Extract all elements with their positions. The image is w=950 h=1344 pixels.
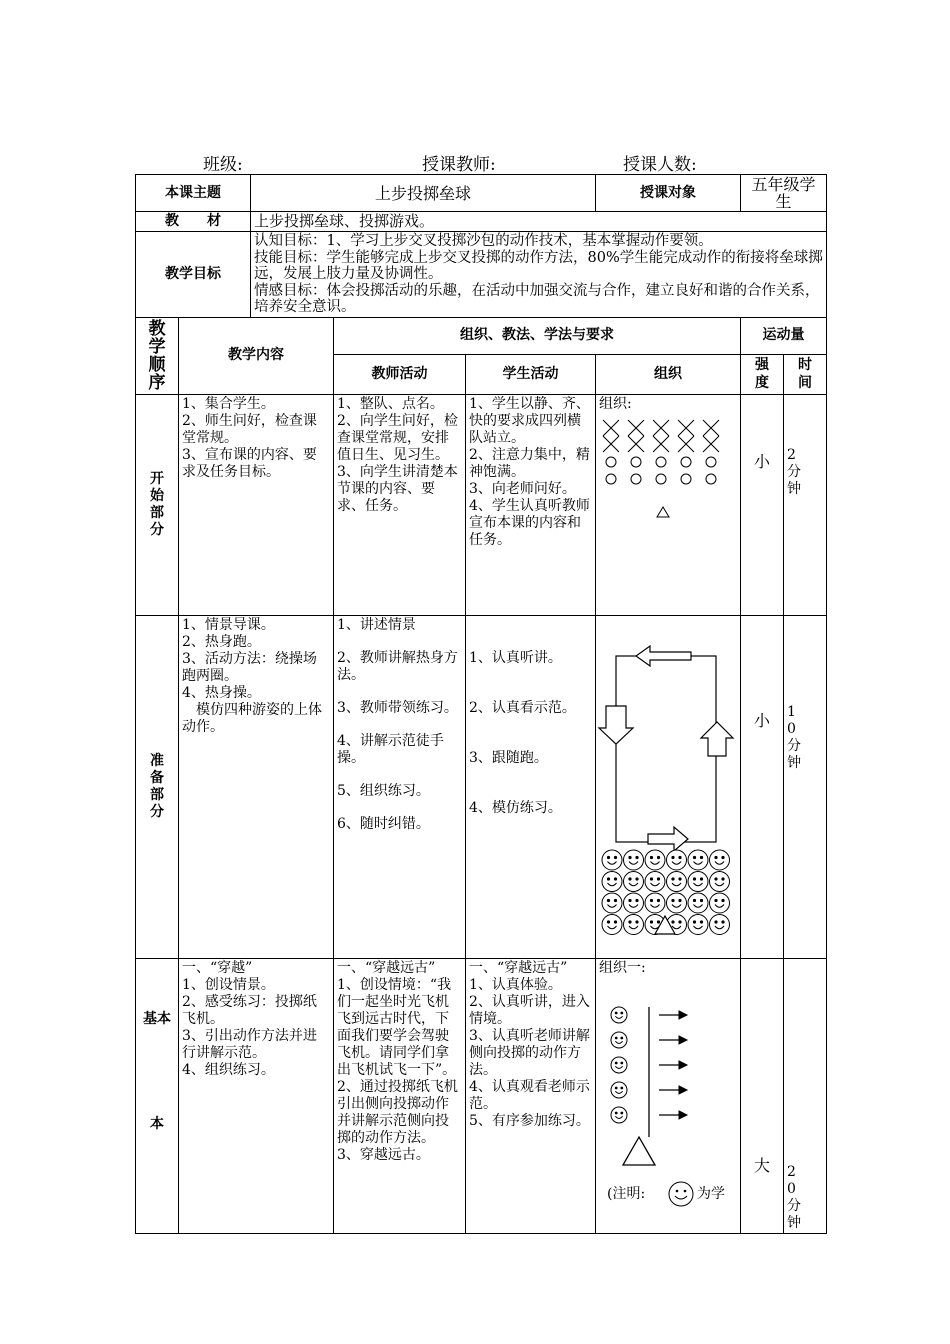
prep-time: 10分钟 [784, 615, 827, 958]
smiley-icon [710, 871, 730, 891]
throw-direction-arrow-icon [659, 1011, 687, 1019]
class-label: 班级: [203, 155, 243, 175]
smiley-icon [710, 914, 730, 934]
prep-content [179, 615, 334, 958]
smiley-icon [611, 1032, 627, 1048]
prep-teacher [334, 615, 466, 958]
smiley-icon [688, 893, 708, 913]
content-item: 1、创设情景。 [182, 976, 275, 993]
smiley-icon [611, 1107, 627, 1123]
teacher-item: 6、随时纠错。 [337, 815, 430, 832]
teacher-item: 1、整队、点名。 [337, 395, 444, 412]
teacher-item: 3、穿越远古。 [337, 1146, 430, 1163]
legend-prefix: (注明: [607, 1185, 646, 1202]
student-item: 4、学生认真听教师宣布本课的内容和任务。 [469, 497, 590, 548]
org-methods-header: 组织、教法、学法与要求 [334, 317, 741, 354]
section-name-part-2: 本 [150, 1115, 164, 1132]
student-item: 4、认真观看老师示范。 [469, 1078, 590, 1112]
main-intensity: 大 [741, 958, 784, 1233]
smiley-icon [624, 893, 644, 913]
teacher-triangle-icon [623, 1137, 655, 1165]
time-header: 时间 [784, 354, 827, 394]
smiley-icon [624, 871, 644, 891]
topic-value: 上步投掷垒球 [251, 175, 596, 212]
teacher-item: 2、通过投掷纸飞机引出侧向投掷动作并讲解示范侧向投掷的动作方法。 [337, 1078, 458, 1146]
arrow-right-icon [648, 827, 688, 851]
arrow-up-icon [701, 722, 733, 756]
student-item: 1、认真听讲。 [469, 649, 562, 666]
student-item: 4、模仿练习。 [469, 799, 562, 816]
running-track-diagram [596, 616, 741, 953]
smiley-icon [611, 1057, 627, 1073]
teacher-triangle-icon [657, 507, 669, 517]
prep-intensity: 小 [741, 615, 784, 958]
smiley-icon [602, 871, 622, 891]
start-student [466, 394, 596, 615]
main-content [179, 958, 334, 1233]
cross-row-2 [603, 436, 719, 452]
material-label: 教 材 [136, 212, 251, 232]
legend-note [599, 1180, 737, 1208]
content-item: 2、热身跑。 [182, 633, 261, 650]
content-item: 1、情景导课。 [182, 616, 275, 633]
start-teacher [334, 394, 466, 615]
topic-label: 本课主题 [136, 175, 251, 212]
student-item: 5、有序参加练习。 [469, 1112, 590, 1129]
teacher-item: 3、向学生讲清楚本节课的内容、要求、任务。 [337, 463, 458, 514]
content-item: 2、师生问好，检查课堂常规。 [182, 412, 317, 446]
goal-skill: 技能目标：学生能够完成上步交叉投掷的动作方法，80%学生能完成动作的衔接将垒球掷远，发展上肢力量及协调性。 [254, 249, 823, 282]
throw-direction-arrow-icon [659, 1061, 687, 1069]
intensity-header: 强度 [741, 354, 784, 394]
student-item: 1、学生以静、齐、快的要求成四列横队站立。 [469, 395, 590, 446]
goals-cell [251, 232, 827, 318]
content-item: 1、集合学生。 [182, 395, 275, 412]
throw-direction-arrow-icon [659, 1036, 687, 1044]
content-item: 2、感受练习：投掷纸飞机。 [182, 993, 317, 1027]
audience-value: 五年级学生 [741, 175, 827, 212]
student-smiley-icon [667, 1180, 697, 1208]
smiley-icon [645, 871, 665, 891]
legend-suffix: 为学 [697, 1185, 726, 1202]
smiley-icon [611, 1082, 627, 1098]
section-name-part-1: 基本 [143, 1010, 171, 1027]
start-time: 2分钟 [784, 394, 827, 615]
main-teacher [334, 958, 466, 1233]
smiley-icon [667, 893, 687, 913]
smiley-icon [688, 850, 708, 870]
student-item: 1、认真体验。 [469, 976, 562, 993]
goal-cognitive: 认知目标：1、学习上步交叉投掷沙包的动作技术，基本掌握动作要领。 [254, 233, 713, 249]
cross-row-1 [603, 420, 719, 436]
throw-direction-arrow-icon [659, 1086, 687, 1094]
content-item: 3、活动方法：绕操场跑两圈。 [182, 650, 317, 684]
teacher-item: 2、教师讲解热身方法。 [337, 649, 458, 683]
teacher-item: 一、“穿越远古” [337, 959, 436, 976]
smiley-icon [602, 850, 622, 870]
throwing-formation-diagram [599, 977, 737, 1177]
goal-emotion: 情感目标：体会投掷活动的乐趣，在活动中加强交流与合作，建立良好和谐的合作关系，培养安全意识。 [254, 282, 820, 315]
teacher-item: 1、创设情境：“我们一起坐时光飞机飞到远古时代，下面我们要学会驾驶飞机。请同学们拿出飞机试飞一下”。 [337, 976, 457, 1078]
smiley-icon [667, 850, 687, 870]
teacher-item: 5、组织练习。 [337, 782, 430, 799]
teacher-activity-header: 教师活动 [334, 354, 466, 394]
goals-label: 教学目标 [136, 232, 251, 318]
main-student [466, 958, 596, 1233]
student-item: 3、跟随跑。 [469, 749, 548, 766]
arrow-left-icon [636, 646, 691, 666]
smiley-icon [624, 914, 644, 934]
smiley-icon [602, 914, 622, 934]
section-name-start: 开始部分 [136, 394, 179, 615]
prep-student [466, 615, 596, 958]
track-loop [616, 656, 716, 842]
load-header: 运动量 [741, 317, 827, 354]
smiley-icon [688, 914, 708, 934]
student-item: 3、向老师问好。 [469, 480, 576, 497]
smiley-icon [645, 850, 665, 870]
main-time: 20分钟 [784, 958, 827, 1233]
smiley-icon [710, 893, 730, 913]
student-item: 2、认真看示范。 [469, 699, 576, 716]
material-value: 上步投掷垒球、投掷游戏。 [251, 212, 827, 232]
teacher-item: 3、教师带领练习。 [337, 699, 458, 716]
order-header: 教学顺序 [136, 317, 179, 394]
content-header: 教学内容 [179, 317, 334, 394]
student-item: 一、“穿越远古” [469, 959, 568, 976]
prep-organization [596, 615, 741, 958]
org-label: 组织一: [599, 959, 646, 976]
content-item: 一、“穿越” [182, 959, 253, 976]
section-name-main [136, 958, 179, 1233]
content-item: 4、热身操。 [182, 684, 261, 701]
student-activity-header: 学生活动 [466, 354, 596, 394]
content-item: 3、宣布课的内容、要求及任务目标。 [182, 446, 317, 480]
smiley-icon [667, 871, 687, 891]
organization-header: 组织 [596, 354, 741, 394]
lesson-plan-table [135, 174, 827, 1234]
student-item: 2、注意力集中，精神饱满。 [469, 446, 590, 480]
start-content [179, 394, 334, 615]
start-intensity: 小 [741, 394, 784, 615]
teacher-item: 4、讲解示范徒手操。 [337, 732, 444, 766]
smiley-icon [624, 850, 644, 870]
smiley-icon [688, 871, 708, 891]
student-count-label: 授课人数: [623, 155, 697, 175]
student-item: 3、认真听老师讲解侧向投掷的动作方法。 [469, 1027, 590, 1078]
section-name-prep: 准备部分 [136, 615, 179, 958]
throw-direction-arrow-icon [659, 1111, 687, 1119]
smiley-icon [611, 1007, 627, 1023]
arrow-down-icon [599, 706, 633, 744]
main-organization [596, 958, 741, 1233]
audience-label: 授课对象 [596, 175, 741, 212]
smiley-icon [602, 893, 622, 913]
content-item: 3、引出动作方法并进行讲解示范。 [182, 1027, 317, 1061]
smiley-icon [645, 893, 665, 913]
content-item: 模仿四种游姿的上体动作。 [182, 701, 322, 735]
teacher-label: 授课教师: [422, 155, 496, 175]
teacher-item: 1、讲述情景 [337, 616, 416, 633]
org-label: 组织: [599, 395, 632, 412]
student-item: 2、认真听讲，进入情境。 [469, 993, 590, 1027]
content-item: 4、组织练习。 [182, 1061, 275, 1078]
formation-diagram [599, 413, 729, 533]
smiley-icon [710, 850, 730, 870]
start-organization [596, 394, 741, 615]
teacher-item: 2、向学生问好，检查课堂常规，安排值日生、见习生。 [337, 412, 458, 463]
